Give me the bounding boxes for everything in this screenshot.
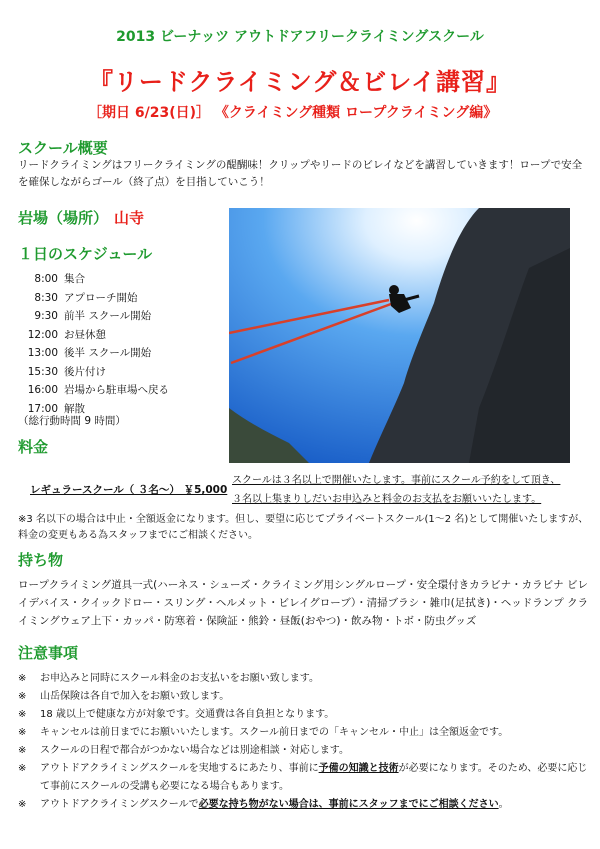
fee-note-line2: ３名以上集まりしだいお申込みと料金のお支払をお願いいたします。 <box>232 494 542 505</box>
schedule-item: 15:30 後片付け <box>27 365 106 378</box>
place-value: 山寺 <box>114 209 145 227</box>
note-item: ※ お申込みと同時にスクール料金のお支払いをお願い致します。 <box>18 673 319 684</box>
schedule-item: 12:00 お昼休憩 <box>27 328 106 341</box>
fee-regular: レギュラースクール（ ３名～） ￥5,000 <box>30 484 228 496</box>
fee-note-line1: スクールは３名以上で開催いたします。事前にスクール予約をして頂き、 <box>232 475 561 486</box>
overview-text: リードクライミングはフリークライミングの醍醐味！クリップやリードのビレイなどを講習していきます！ロープで安全を確保しながらゴール（終了点）を目指していこう！ <box>18 159 583 188</box>
place-heading <box>18 207 144 228</box>
schedule-heading: １日のスケジュール <box>18 245 153 263</box>
place-label: 岩場（場所） <box>18 209 109 227</box>
fee-heading: 料金 <box>18 438 49 456</box>
schedule-item: 17:00 解散 <box>27 402 85 415</box>
fee-condition: ※3 名以下の場合は中止・全額返金になります。但し、要望に応じてプライベートスクール(1～2 名)として開催いたしますが、 料金の変更もある為スタッフまでにご相談ください。 <box>18 514 594 541</box>
course-title: 『リードクライミング＆ビレイ講習』 <box>88 68 512 96</box>
note-item: ※ スクールの日程で都合がつかない場合などは別途相談・対応します。 <box>18 745 349 756</box>
items-text: ロープクライミング道具一式(ハーネス・シューズ・クライミング用シングルロープ・安全環付きカラビナ・カラビナ ビレイデバイス・クイックドロー・スリング・ヘルメット・ビレイグローブ）・清掃ブラシ・雑巾(足拭き)・ヘッドランプ クライミングウェア上下・カッパ・防寒着・保険証・熊鈴・昼飯(おやつ)・飲み物・トボ・防虫グッズ <box>18 579 589 627</box>
note-item: ※ キャンセルは前日までにお願いいたします。スクール前日までの「キャンセル・中止」は全額返金です。 <box>18 727 509 738</box>
schedule-item: 13:00 後半 スクール開始 <box>27 347 152 359</box>
schedule-total: （総行動時間 9 時間） <box>18 415 126 427</box>
school-title: 2013 ビーナッツ アウトドアフリークライミングスクール <box>116 29 484 45</box>
schedule-list <box>24 270 169 418</box>
note-item: ※ 18 歳以上で健康な方が対象です。交通費は各自負担となります。 <box>18 709 335 720</box>
note-item: ※ アウトドアクライミングスクールを実地するにあたり、事前に予備の知識と技術が必要になります。そのため、必要に応じて事前にスクールの受講も必要になる場合もあります。 <box>18 763 588 792</box>
schedule-item: 8:30 アプローチ開始 <box>34 291 138 304</box>
date-line: ［期日 6/23(日)］ 《クライミング種類 ロープクライミング編》 <box>88 105 498 121</box>
overview-heading: スクール概要 <box>18 139 108 157</box>
note-item: ※ アウトドアクライミングスクールで必要な持ち物がない場合は、事前にスタッフまでにご相談ください。 <box>18 799 509 810</box>
note-item: ※ 山岳保険は各自で加入をお願い致します。 <box>18 691 230 702</box>
schedule-item: 16:00 岩場から駐車場へ戻る <box>27 384 169 396</box>
climbing-photo <box>229 208 570 463</box>
items-heading: 持ち物 <box>18 551 64 569</box>
notes-heading: 注意事項 <box>18 644 79 662</box>
fee-note <box>232 471 590 509</box>
schedule-item: 8:00 集合 <box>34 273 85 285</box>
schedule-item: 9:30 前半 スクール開始 <box>34 310 152 322</box>
notes-list <box>18 670 590 814</box>
